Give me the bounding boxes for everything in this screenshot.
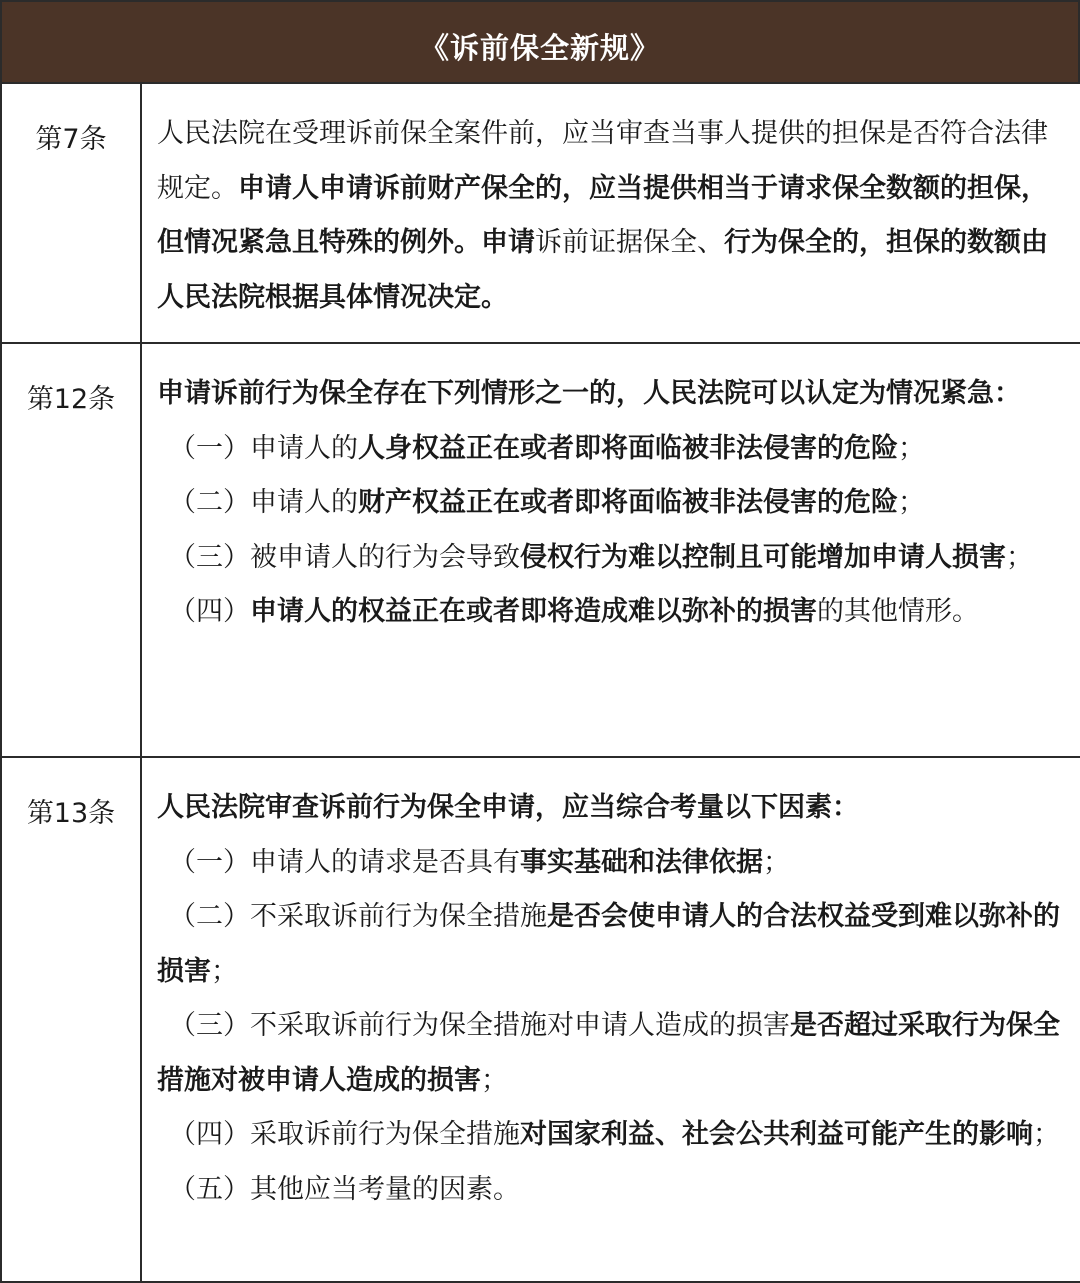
articles-table [0, 82, 1080, 1283]
article-number: 第7条 [1, 83, 141, 343]
item-prefix: （五）其他应当考量的因素。 [169, 1173, 520, 1205]
item-prefix: （二）不采取诉前行为保全措施 [169, 901, 547, 932]
article-body [141, 83, 1080, 343]
emphasis-text: 行为保全的，担保的数额由人民法院根据具体情况决定。 [157, 227, 1048, 313]
list-item [157, 890, 1060, 999]
item-suffix: ； [211, 955, 238, 987]
emphasis-text: 财产权益正在或者即将面临被非法侵害的危险 [358, 487, 898, 518]
article-lead [157, 367, 1060, 422]
list-item [157, 531, 1060, 586]
list-item [157, 1163, 1060, 1218]
item-prefix: （三）不采取诉前行为保全措施对申请人造成的损害 [169, 1010, 790, 1041]
emphasis-text: 人民法院审查诉前行为保全申请，应当综合考量以下因素： [157, 792, 859, 823]
item-prefix: （二）申请人的 [169, 487, 358, 518]
item-prefix: （三）被申请人的行为会导致 [169, 541, 520, 573]
text-segment: 诉前证据保全、 [535, 227, 724, 258]
item-prefix: （四）采取诉前行为保全措施 [169, 1119, 520, 1150]
emphasis-text: 申请人申请诉前财产保全的，应当提供相当于请求保全数额的担保，但情况紧急且特殊的例外。申请 [157, 172, 1048, 258]
article-number: 第13条 [1, 757, 141, 1282]
list-item [157, 422, 1060, 477]
item-suffix: ； [1006, 541, 1033, 573]
text-segment: 人民法院在受理诉前保全案件前，应当审查当事人提供的担保是否符合法律规定。 [157, 118, 1048, 204]
list-item [157, 585, 1060, 640]
item-prefix: （一）申请人的请求是否具有 [169, 846, 520, 878]
item-prefix: （四） [169, 596, 250, 627]
article-lead [157, 781, 1060, 836]
emphasis-text: 事实基础和法律依据 [520, 846, 763, 878]
item-suffix: ； [898, 487, 925, 518]
emphasis-text: 是否会使申请人的合法权益受到难以弥补的损害 [157, 901, 1060, 987]
table-row [1, 83, 1080, 343]
article-body [141, 343, 1080, 757]
article-number: 第12条 [1, 343, 141, 757]
article-paragraph [157, 107, 1060, 325]
emphasis-text: 是否超过采取行为保全措施对被申请人造成的损害 [157, 1010, 1060, 1096]
list-item [157, 1108, 1060, 1163]
item-suffix: ； [1033, 1119, 1060, 1150]
document-title: 《诉前保全新规》 [0, 0, 1080, 82]
emphasis-text: 侵权行为难以控制且可能增加申请人损害 [520, 541, 1006, 573]
table-row [1, 757, 1080, 1282]
item-suffix: ； [481, 1064, 508, 1096]
emphasis-text: 申请诉前行为保全存在下列情形之一的，人民法院可以认定为情况紧急： [157, 378, 1021, 409]
emphasis-text: 对国家利益、社会公共利益可能产生的影响 [520, 1119, 1033, 1150]
emphasis-text: 人身权益正在或者即将面临被非法侵害的危险 [358, 432, 898, 464]
item-suffix: ； [898, 432, 925, 464]
item-suffix: 的其他情形。 [817, 596, 979, 627]
emphasis-text: 申请人的权益正在或者即将造成难以弥补的损害 [250, 596, 817, 627]
table-row [1, 343, 1080, 757]
list-item [157, 999, 1060, 1108]
list-item [157, 476, 1060, 531]
item-suffix: ； [763, 846, 790, 878]
list-item [157, 836, 1060, 891]
article-body [141, 757, 1080, 1282]
item-prefix: （一）申请人的 [169, 432, 358, 464]
